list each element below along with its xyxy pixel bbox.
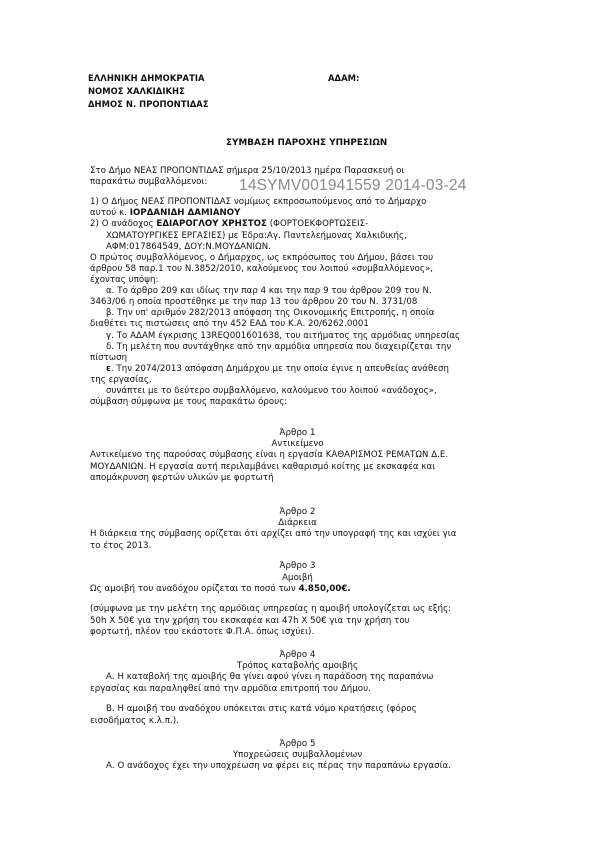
party-2-line-1 xyxy=(90,219,368,230)
item-e-line-2: της εργασίας, xyxy=(90,375,152,385)
item-a-line-1: α. Το άρθρο 209 και ιδίως την παρ 4 και την παρ 9 του άρθρου 209 του Ν. xyxy=(106,286,432,296)
article-3-number: Άρθρο 3 xyxy=(279,561,316,571)
item-a-line-2: 3463/06 η οποία προστέθηκε με την παρ 13 του άρθρου 20 του Ν. 3731/08 xyxy=(90,297,418,307)
item-e-letter: ε xyxy=(106,364,111,374)
article-1-title: Αντικείμενο xyxy=(271,439,324,449)
article-4-b-line-1: Β. Η αμοιβή του αναδόχου υπόκειται στις κατά νόμο κρατήσεις (φόρος xyxy=(106,704,417,714)
party-1-line-1: 1) Ο Δήμος ΝΕΑΣ ΠΡΟΠΟΝΤΙΔΑΣ νομίμως εκπροσωπούμενος από το Δήμαρχο xyxy=(90,197,427,207)
fee-label: Ως αμοιβή του αναδόχου ορίζεται το ποσό των xyxy=(90,584,299,594)
item-b-line-1: β. Την υπ' αριθμόν 282/2013 απόφαση της Οικονομικής Επιτροπής, η οποία xyxy=(106,308,435,318)
header-municipality: ΔΗΜΟΣ Ν. ΠΡΟΠΟΝΤΙΔΑΣ xyxy=(88,99,209,109)
article-5-title: Υποχρεώσεις συμβαλλομένων xyxy=(232,750,363,760)
article-4-b-line-2: εισοδήματος κ.λ.π.). xyxy=(90,716,179,726)
party-2-line-3: ΑΦΜ:017864549, ΔΟΥ:Ν.ΜΟΥΔΑΝΙΩΝ. xyxy=(106,242,271,252)
article-1-line-2: ΜΟΥΔΑΝΙΩΝ. Η εργασία αυτή περιλαμβάνει καθαρισμό κοίτης με εκσκαφέα και xyxy=(90,462,436,472)
article-5-number: Άρθρο 5 xyxy=(279,739,316,749)
header-adam-label: ΑΔΑΜ: xyxy=(328,73,360,83)
article-4-title: Τρόπος καταβολής αμοιβής xyxy=(236,661,359,671)
item-d-line-1: δ. Τη μελέτη που συντάχθηκε από την αρμόδια υπηρεσία που διαχειρίζεται την xyxy=(106,342,452,352)
item-d-line-2: πίστωση xyxy=(90,353,128,363)
intro-line-2: παρακάτω συμβαλλόμενοι: xyxy=(90,177,208,187)
article-3-title: Αμοιβή xyxy=(282,573,313,583)
party-2-line-2: ΧΩΜΑΤΟΥΡΓΙΚΕΣ ΕΡΓΑΣΙΕΣ) με Έδρα:Αγ. Παντελεήμονας Χαλκιδικής, xyxy=(106,231,407,241)
item-b-line-2: διαθέτει τις πιστώσεις από την 452 ΕΑΔ του Κ.Α. 20/6262.0001 xyxy=(90,319,369,329)
fee-amount: 4.850,00€. xyxy=(298,584,351,594)
article-4-a-line-2: εργασίας και παραληφθεί από την αρμόδια επιτροπή του Δήμου. xyxy=(90,684,371,694)
para-first-party-3: έχοντας υπόψη: xyxy=(90,275,159,285)
article-2-title: Διάρκεια xyxy=(278,518,317,528)
party-2-business: (ΦΟΡΤΟΕΚΦΟΡΤΩΣΕΙΣ- xyxy=(266,219,369,229)
party-1-prefix: αυτού κ. xyxy=(90,208,130,218)
contractor-name: ΕΔΙΑΡΟΓΛΟΥ ΧΡΗΣΤΟΣ xyxy=(156,219,267,229)
para-first-party-2: άρθρου 58 παρ.1 του Ν.3852/2010, καλούμενος του λοιπού «συμβαλλόμενος», xyxy=(90,264,434,274)
article-5-a-line-1: Α. Ο ανάδοχος έχει την υποχρέωση να φέρει εις πέρας την παραπάνω εργασία. xyxy=(106,761,452,771)
item-g-line-1: γ. Το ΑΔΑΜ έγκρισης 13REQ001601638, του αιτήματος της αρμόδιας υπηρεσίας xyxy=(106,331,461,341)
registration-stamp: 14SYMV001941559 2014-03-24 xyxy=(239,177,467,194)
article-3-line-2: (σύμφωνα με την μελέτη της αρμόδιας υπηρεσίας η αμοιβή υπολογίζεται ως εξής: xyxy=(90,604,452,614)
article-3-line-1 xyxy=(90,584,351,595)
para-first-party-1: Ο πρώτος συμβαλλόμενος, ο Δήμαρχος, ως εκπρόσωπος του Δήμου, βάσει του xyxy=(90,253,434,263)
header-prefecture: ΝΟΜΟΣ ΧΑΛΚΙΔΙΚΗΣ xyxy=(88,86,185,96)
document-title: ΣΥΜΒΑΣΗ ΠΑΡΟΧΗΣ ΥΠΗΡΕΣΙΩΝ xyxy=(226,138,388,148)
article-1-number: Άρθρο 1 xyxy=(279,428,316,438)
party-1-line-2 xyxy=(90,208,240,219)
article-1-line-1: Αντικείμενο της παρούσας σύμβασης είναι η εργασία ΚΑΘΑΡΙΣΜΟΣ ΡΕΜΑΤΩΝ Δ.Ε. xyxy=(90,450,449,460)
article-2-line-1: Η διάρκεια της σύμβασης ορίζεται ότι αρχίζει από την υπογραφή της και ισχύει για xyxy=(90,529,457,539)
article-2-number: Άρθρο 2 xyxy=(279,507,316,517)
article-4-a-line-1: Α. Η καταβολή της αμοιβής θα γίνει αφού γίνει η παράδοση της παραπάνω xyxy=(106,672,434,682)
article-3-line-4: φορτωτή, πλέον του εκάστοτε Φ.Π.Α. όπως ισχύει). xyxy=(90,627,315,637)
header-country: ΕΛΛΗΝΙΚΗ ΔΗΜΟΚΡΑΤΙΑ xyxy=(88,73,205,83)
article-1-line-3: απομάκρυνση φερτών υλικών με φορτωτή xyxy=(90,473,274,483)
article-2-line-2: το έτος 2013. xyxy=(90,541,152,551)
item-e-line-1 xyxy=(106,364,449,375)
item-e-text: . Την 2074/2013 απόφαση Δημάρχου με την οποία έγινε η απευθείας ανάθεση xyxy=(110,364,449,374)
concludes-line-2: σύμβαση σύμφωνα με τους παρακάτω όρους: xyxy=(90,397,288,407)
mayor-name: ΙΟΡΔΑΝΙΔΗ ΔΑΜΙΑΝΟΥ xyxy=(129,208,241,218)
concludes-line-1: συνάπτει με το δεύτερο συμβαλλόμενο, καλούμενο του λοιπού «ανάδοχος», xyxy=(106,386,437,396)
intro-line-1: Στο Δήμο ΝΕΑΣ ΠΡΟΠΟΝΤΙΔΑΣ σήμερα 25/10/2013 ημέρα Παρασκευή οι xyxy=(90,166,405,176)
article-4-number: Άρθρο 4 xyxy=(279,650,316,660)
article-3-line-3: 50h Χ 50€ για την χρήση του εκσκαφέα και 47h Χ 50€ για την χρήση του xyxy=(90,616,410,626)
party-2-prefix: 2) Ο ανάδοχος xyxy=(90,219,157,229)
